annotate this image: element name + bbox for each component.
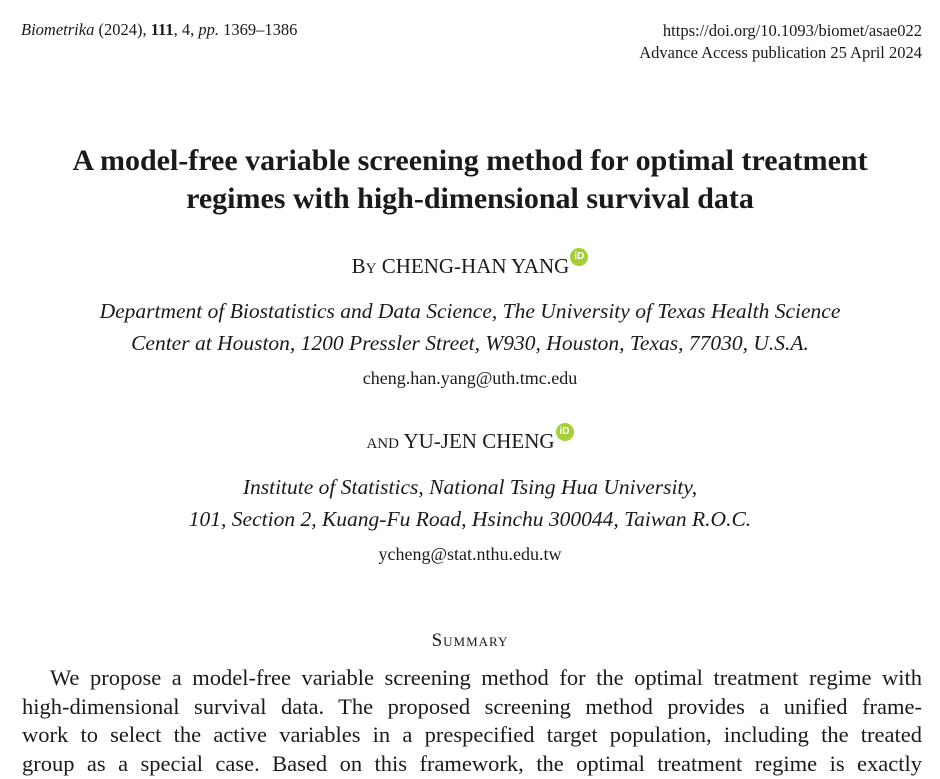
volume: 111 [150, 20, 174, 39]
author-1 [0, 251, 940, 279]
doi-link[interactable]: https://doi.org/10.1093/biomet/asae022 [662, 21, 922, 40]
summary-line: group as a special case. Based on this framework, the optimal treatment regime is exactly [22, 750, 922, 776]
title-line: A model-free variable screening method for optimal treatment [72, 144, 868, 177]
pp-label: pp. [198, 20, 220, 39]
author-1-affiliation [0, 295, 940, 359]
publication-date: Advance Access publication 25 April 2024 [639, 43, 922, 62]
affiliation-line: 101, Section 2, Kuang-Fu Road, Hsinchu 300044, Taiwan R.O.C. [188, 507, 752, 531]
author-1-email[interactable]: cheng.han.yang@uth.tmc.edu [362, 368, 578, 388]
summary-line: high-dimensional survival data. The proposed screening method provides a unified frame- [22, 693, 922, 719]
affiliation-line: Department of Biostatistics and Data Science, The University of Texas Health Science [99, 299, 841, 323]
paper-title [0, 142, 940, 218]
affiliation-line: Institute of Statistics, National Tsing Hua University, [242, 475, 698, 499]
author-prefix: By [351, 254, 377, 278]
publication-info [639, 20, 922, 64]
summary-line: We propose a model-free variable screening method for the optimal treatment regime with [50, 665, 922, 690]
summary-text [22, 664, 922, 778]
citation [21, 20, 297, 40]
summary-heading: Summary [431, 630, 509, 651]
author-name: YU-JEN CHENG [403, 429, 555, 453]
affiliation-line: Center at Houston, 1200 Pressler Street, W930, Houston, Texas, 77030, U.S.A. [131, 331, 809, 355]
issue: , 4, [173, 20, 195, 39]
orcid-icon[interactable]: iD [556, 423, 574, 441]
pages: 1369–1386 [223, 20, 298, 39]
author-name: CHENG-HAN YANG [381, 254, 570, 278]
summary-line: work to select the active variables in a prespecified target population, including the treated [22, 722, 922, 747]
author-2-email[interactable]: ycheng@stat.nthu.edu.tw [378, 544, 562, 564]
orcid-icon[interactable]: iD [570, 248, 588, 266]
year: (2024), [98, 20, 147, 39]
journal-name: Biometrika [21, 20, 95, 39]
title-line: regimes with high-dimensional survival data [186, 182, 754, 215]
author-2 [0, 426, 940, 454]
author-prefix: and [366, 429, 399, 453]
author-2-affiliation [0, 471, 940, 535]
